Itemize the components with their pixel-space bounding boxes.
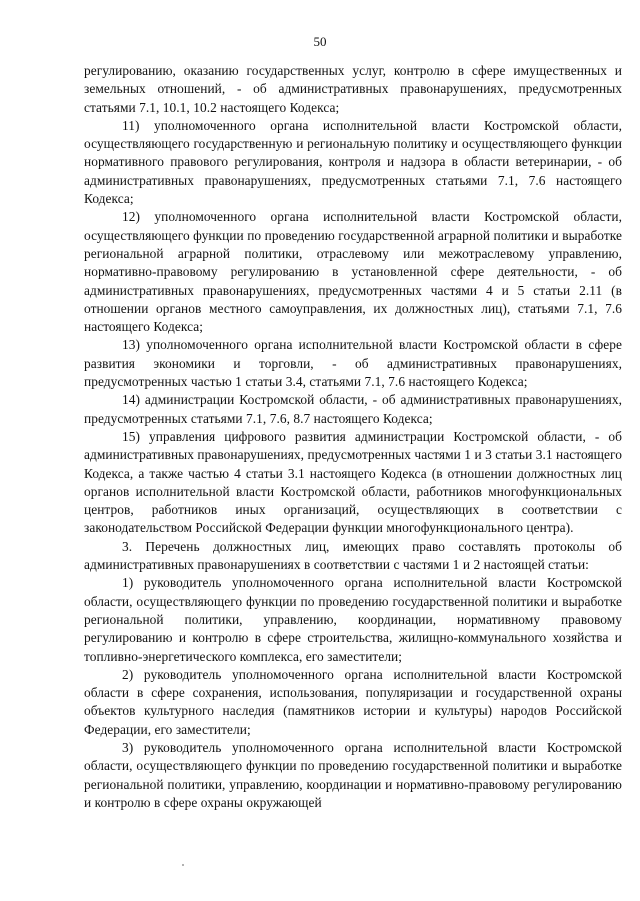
paragraph-continuation: регулированию, оказанию государственных услуг, контролю в сфере имущественных и земельных отношений, - об административных правонарушениях, предусмотренных статьями 7.1, 10.1, 10.2 настоящего Кодекса; xyxy=(84,63,622,115)
list-item-1: 1) руководитель уполномоченного органа исполнительной власти Костромской области, осуществляющего функции по проведению государственной политики и выработке региональной политики, управлению, координации, нормативному правовому регулированию и контролю в сфере строительства, жилищно-коммунального хозяйства и топливно-энергетического комплекса, его заместители; xyxy=(84,575,622,664)
section-3-heading-paragraph: 3. Перечень должностных лиц, имеющих право составлять протоколы об административных правонарушениях в соответствии с частями 1 и 2 настоящей статьи: xyxy=(84,538,622,573)
document-body xyxy=(84,62,622,812)
paragraph-item-15: 15) управления цифрового развития администрации Костромской области, - об административных правонарушениях, предусмотренных частями 1 и 3 статьи 3.1 настоящего Кодекса, а также частью 4 статьи 3.1 настоящего Кодекса (в отношении должностных лиц органов исполнительной власти Костромской области, работников многофункциональных центров, работников иных организаций, осуществляющих в соответствии с законодательством Российской Федерации функции многофункционального центра). xyxy=(84,428,622,536)
paragraph-item-13: 13) уполномоченного органа исполнительной власти Костромской области в сфере развития экономики и торговли, - об административных правонарушениях, предусмотренных частью 1 статьи 3.4, статьями 7.1, 7.6 настоящего Кодекса; xyxy=(84,337,622,390)
paragraph-item-11: 11) уполномоченного органа исполнительной власти Костромской области, осуществляющего государственную и региональную политику и осуществляющего функции нормативного правового регулирования, контроля и надзора в области ветеринарии, - об административных правонарушениях, предусмотренных статьями 7.1, 7.6 настоящего Кодекса; xyxy=(84,117,622,207)
page-number: 50 xyxy=(313,34,327,49)
list-item-3: 3) руководитель уполномоченного органа исполнительной власти Костромской области, осуществляющего функции по проведению государственной политики и выработке региональной политики, управлению, координации и нормативно-правовому регулированию и контролю в сфере охраны окружающей xyxy=(84,739,622,810)
scan-speck xyxy=(182,864,184,866)
list-item-2: 2) руководитель уполномоченного органа исполнительной власти Костромской области в сфере сохранения, использования, популяризации и государственной охраны объектов культурного наследия (памятников истории и культуры) народов Российской Федерации, его заместители; xyxy=(84,666,622,737)
paragraph-item-12: 12) уполномоченного органа исполнительной власти Костромской области, осуществляющего функции по проведению государственной аграрной политики и выработке региональной аграрной политики, отраслевому или межотраслевому управлению, нормативно-правовому регулированию в установленной сфере деятельности, - об административных правонарушениях, предусмотренных частями 4 и 5 статьи 2.11 (в отношении органов местного самоуправления, их должностных лиц), статьями 7.1, 7.6 настоящего Кодекса; xyxy=(84,209,622,335)
paragraph-item-14: 14) администрации Костромской области, - об административных правонарушениях, предусмотренных статьями 7.1, 7.6, 8.7 настоящего Кодекса; xyxy=(84,392,622,426)
